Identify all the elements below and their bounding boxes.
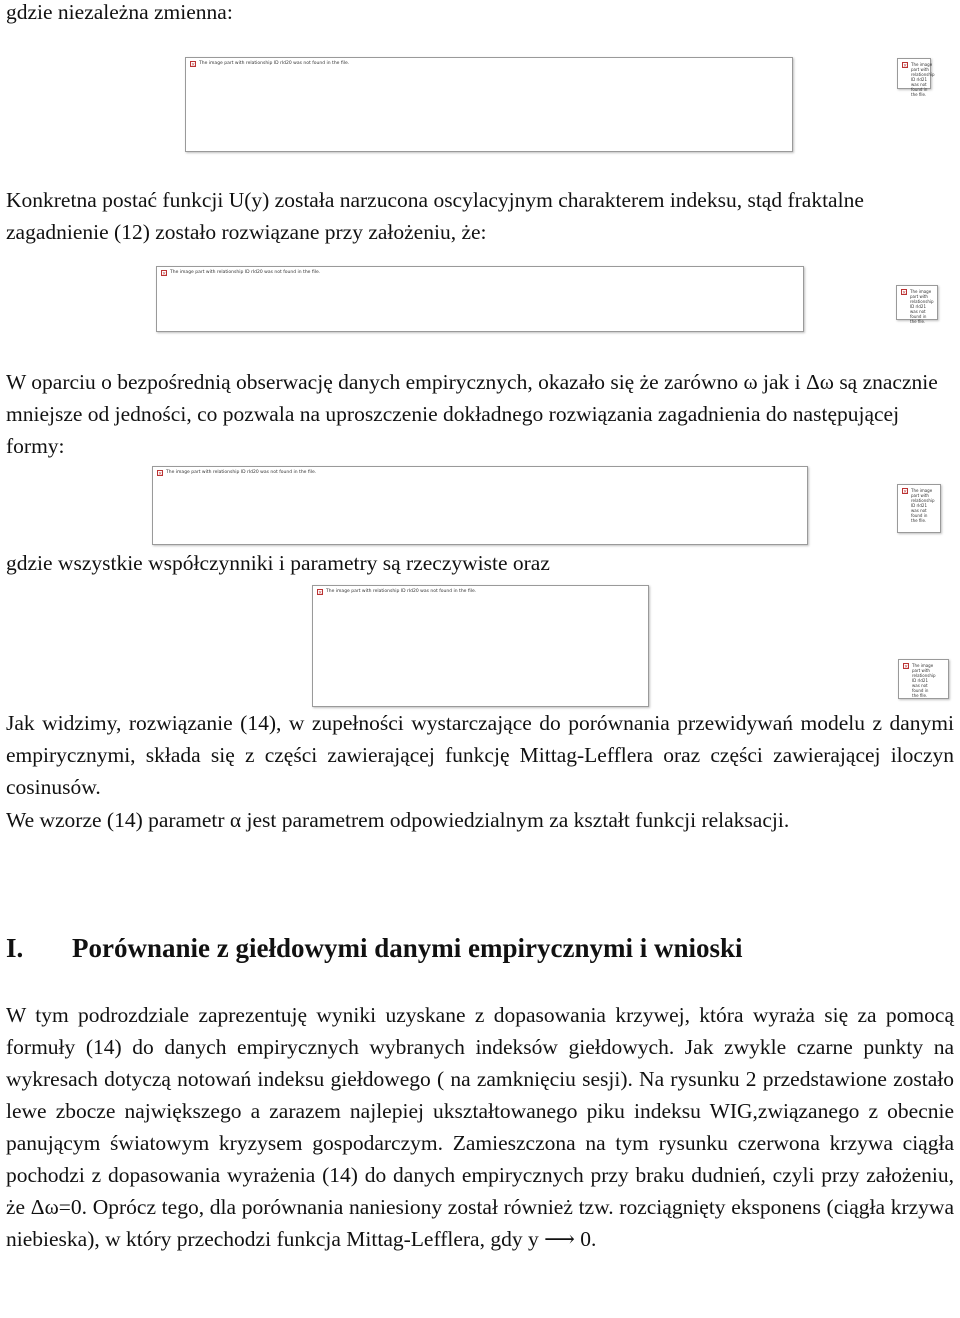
equation-number-placeholder bbox=[897, 484, 941, 533]
broken-image-icon: × bbox=[902, 290, 907, 296]
paragraph-solution: Jak widzimy, rozwiązanie (14), w zupełności wystarczające do porównania przewidywań modelu z danymi empirycznymi, składa się z części zawierającej funkcję Mittag-Lefflera oraz części zawierającej iloczyn cosinusów. bbox=[6, 711, 954, 799]
paragraph-intro-variable: gdzie niezależna zmienna: bbox=[6, 0, 233, 24]
missing-image-message: The image part with relationship ID rId20 was not found in the file. bbox=[170, 270, 321, 275]
broken-image-icon: × bbox=[904, 664, 909, 670]
broken-image-icon: × bbox=[158, 471, 163, 477]
broken-image-icon: × bbox=[903, 63, 908, 69]
broken-image-icon: × bbox=[162, 271, 167, 277]
formula-image-placeholder bbox=[312, 585, 649, 707]
section-title: Porównanie z giełdowymi danymi empirycznymi i wnioski bbox=[72, 933, 743, 963]
missing-image-message: The image part with relationship ID rId20 was not found in the file. bbox=[199, 61, 350, 66]
broken-image-icon: × bbox=[318, 590, 323, 596]
equation-number-placeholder bbox=[896, 285, 938, 324]
formula-image-placeholder bbox=[152, 466, 808, 545]
equation-number-placeholder bbox=[898, 659, 949, 699]
missing-image-message: The image part with relationship ID rId21 was not found in the file. bbox=[911, 488, 935, 523]
paragraph-coefficients: gdzie wszystkie współczynniki i parametry są rzeczywiste oraz bbox=[6, 551, 550, 575]
paragraph-alpha-parameter: We wzorze (14) parametr α jest parametrem odpowiedzialnym za kształt funkcji relaksacji. bbox=[6, 808, 790, 832]
formula-image-placeholder bbox=[156, 266, 804, 332]
paragraph-oscillation: Konkretna postać funkcji U(y) została narzucona oscylacyjnym charakterem indeksu, stąd fraktalne zagadnienie (12) zostało rozwiązane przy założeniu, że: bbox=[6, 188, 864, 244]
section-heading bbox=[6, 930, 743, 966]
missing-image-message: The image part with relationship ID rId20 was not found in the file. bbox=[166, 470, 317, 475]
missing-image-message: The image part with relationship ID rId21 was not found in the file. bbox=[910, 289, 934, 324]
missing-image-message: The image part with relationship ID rId20 was not found in the file. bbox=[326, 589, 477, 594]
broken-image-icon: × bbox=[903, 489, 908, 495]
paragraph-results: W tym podrozdziale zaprezentuję wyniki uzyskane z dopasowania krzywej, która wyraża się za pomocą formuły (14) do danych empirycznych wybranych indeksów giełdowych. Jak zwykle czarne punkty na wykresach dotyczą notowań indeksu giełdowego ( na zamknięciu sesji). Na rysunku 2 przedstawione zostało lewe zbocze największego a zarazem najlepiej ukształtowanego piku indeksu WIG,związanego z obecnie panującym światowym kryzysem gospodarczym. Zamieszczona na tym rysunku czerwona krzywa ciągła pochodzi z dopasowania wyrażenia (14) do danych empirycznych przy braku dudnień, czyli przy założeniu, że Δω=0. Oprócz tego, dla porównania naniesiony został również tzw. rozciągnięty eksponens (ciągła krzywa niebieska), w który przechodzi funkcja Mittag-Lefflera, gdy y ⟶ 0. bbox=[6, 1003, 954, 1251]
paragraph-observation: W oparciu o bezpośrednią obserwację danych empirycznych, okazało się że zarówno ω jak i Δω są znacznie mniejsze od jedności, co pozwala na uproszczenie dokładnego rozwiązania zagadnienia do następującej formy: bbox=[6, 370, 938, 458]
missing-image-message: The image part with relationship ID rId21 was not found in the file. bbox=[911, 62, 935, 97]
section-number: I. bbox=[6, 933, 24, 963]
broken-image-icon: × bbox=[191, 62, 196, 68]
equation-number-placeholder bbox=[897, 58, 935, 97]
formula-image-placeholder bbox=[185, 57, 793, 152]
missing-image-message: The image part with relationship ID rId21 was not found in the file. bbox=[912, 663, 936, 698]
